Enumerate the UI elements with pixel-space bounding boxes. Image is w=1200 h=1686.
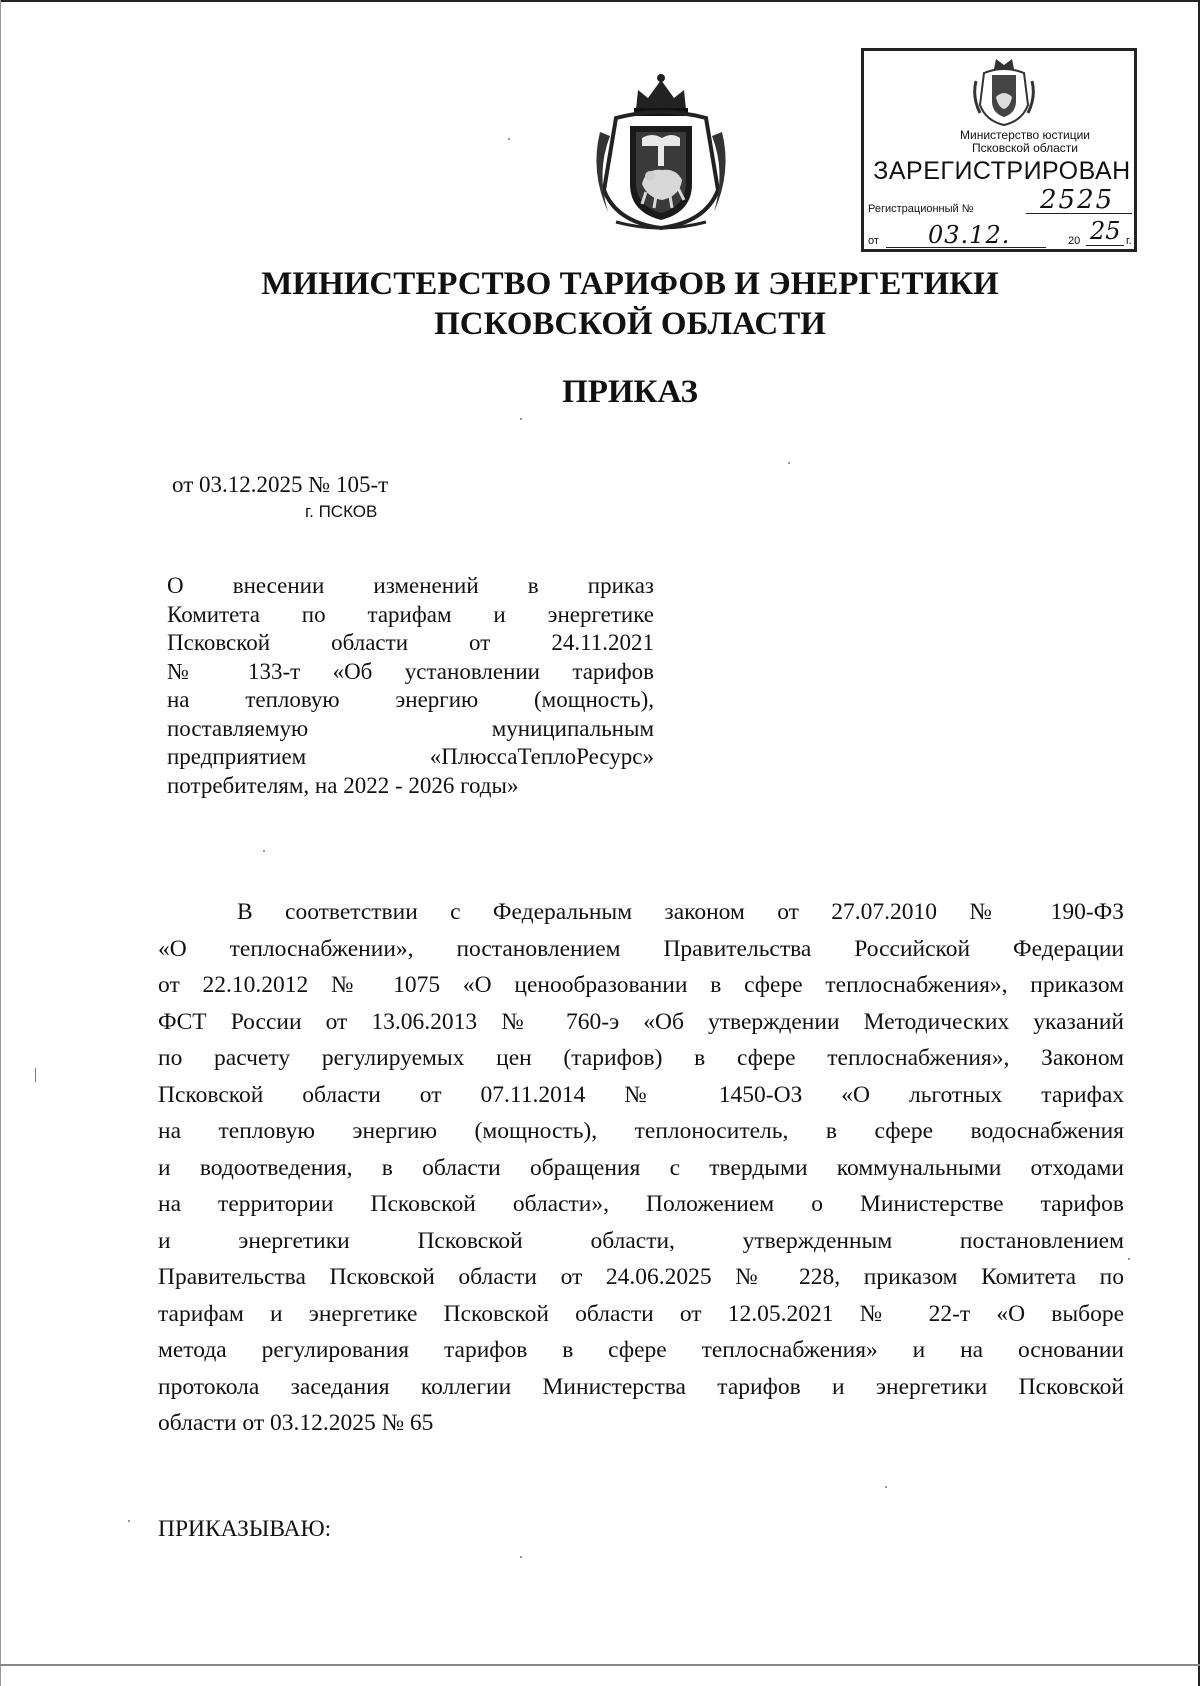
scan-speck <box>35 1068 36 1082</box>
stamp-year-value: 25 <box>1090 217 1121 245</box>
scan-edge-bottom <box>0 1664 1200 1666</box>
stamp-year-suffix: г. <box>1126 235 1132 247</box>
order-preamble <box>158 894 1124 1442</box>
order-date-number: от 03.12.2025 № 105-т <box>172 472 389 497</box>
preamble-line: Псковской области от 07.11.2014 № 1450-ОЗ «О льготных тарифах <box>158 1081 1124 1108</box>
preamble-line: Правительства Псковской области от 24.06.2025 № 228, приказом Комитета по <box>158 1264 1124 1290</box>
order-city: г. ПСКОВ <box>305 502 378 521</box>
subject-line: О внесении изменений в приказ <box>167 573 654 598</box>
stamp-reg-number-field <box>1026 187 1132 214</box>
stamp-date-value: 03.12. <box>928 221 1011 249</box>
order-subject <box>167 572 654 800</box>
document-type: ПРИКАЗ <box>562 374 698 410</box>
stamp-date-field <box>886 221 1046 249</box>
subject-line: № 133-т «Об установлении тарифов <box>167 658 654 684</box>
stamp-date-row <box>868 217 1136 249</box>
subject-line: Комитета по тарифам и энергетике <box>167 601 654 627</box>
scan-speck <box>1128 1258 1130 1260</box>
subject-line: поставляемую муниципальным <box>167 715 654 741</box>
preamble-line: В соответствии с Федеральным законом от 27.07.2010 № 190-ФЗ <box>237 899 1124 925</box>
scan-edge-top <box>0 0 1200 2</box>
pskov-coat-of-arms-icon <box>586 72 736 232</box>
scan-speck <box>508 138 510 140</box>
order-directive: ПРИКАЗЫВАЮ: <box>158 1516 332 1542</box>
preamble-line: метода регулирования тарифов в сфере теплоснабжения» и на основании <box>158 1337 1124 1363</box>
stamp-year-prefix: 20 <box>1068 235 1081 247</box>
preamble-line: от 22.10.2012 № 1075 «О ценообразовании в сфере теплоснабжения», приказом <box>158 972 1124 998</box>
stamp-date-prefix: от <box>868 235 879 247</box>
stamp-ministry-line1: Министерство юстиции <box>960 128 1090 142</box>
subject-line: потребителям, на 2022 - 2026 годы» <box>167 772 519 798</box>
stamp-ministry-line2: Псковской области <box>972 141 1078 155</box>
stamp-ministry-name <box>920 129 1130 155</box>
preamble-line: «О теплоснабжении», постановлением Правительства Российской Федерации <box>158 935 1124 962</box>
scan-speck <box>128 1520 130 1522</box>
preamble-line: тарифам и энергетике Псковской области от 12.05.2021 № 22-т «О выборе <box>158 1300 1124 1327</box>
preamble-line: области от 03.12.2025 № 65 <box>158 1410 434 1436</box>
scan-speck <box>520 1556 522 1558</box>
scan-speck <box>263 850 265 852</box>
scan-speck <box>788 462 790 464</box>
preamble-line: и энергетики Псковской области, утвержденным постановлением <box>158 1227 1124 1254</box>
stamp-status: ЗАРЕГИСТРИРОВАН <box>873 157 1131 185</box>
registration-stamp <box>861 48 1137 252</box>
stamp-year-field <box>1086 217 1124 246</box>
subject-line: Псковской области от 24.11.2021 <box>167 630 654 655</box>
preamble-line: по расчету регулируемых цен (тарифов) в сфере теплоснабжения», Законом <box>158 1045 1124 1071</box>
stamp-reg-label: Регистрационный № <box>868 203 974 215</box>
preamble-line: ФСТ России от 13.06.2013 № 760-э «Об утверждении Методических указаний <box>158 1008 1124 1035</box>
subject-line: предприятием «ПлюссаТеплоРесурс» <box>167 744 654 769</box>
preamble-line: на тепловую энергию (мощность), теплоноситель, в сфере водоснабжения <box>158 1118 1124 1144</box>
scan-edge-left <box>0 0 1 1686</box>
subject-line: на тепловую энергию (мощность), <box>167 687 654 712</box>
scan-speck <box>520 418 522 420</box>
coat-of-arms-icon <box>972 55 1036 127</box>
ministry-title-line1: МИНИСТЕРСТВО ТАРИФОВ И ЭНЕРГЕТИКИ <box>261 266 999 302</box>
stamp-reg-number: 2525 <box>1040 185 1115 215</box>
ministry-title-line2: ПСКОВСКОЙ ОБЛАСТИ <box>434 306 826 342</box>
scan-speck <box>885 1486 887 1488</box>
preamble-line: протокола заседания коллегии Министерства тарифов и энергетики Псковской <box>158 1373 1124 1400</box>
preamble-line: на территории Псковской области», Положением о Министерстве тарифов <box>158 1191 1124 1217</box>
preamble-line: и водоотведения, в области обращения с твердыми коммунальными отходами <box>158 1154 1124 1181</box>
ministry-title <box>200 264 1060 344</box>
